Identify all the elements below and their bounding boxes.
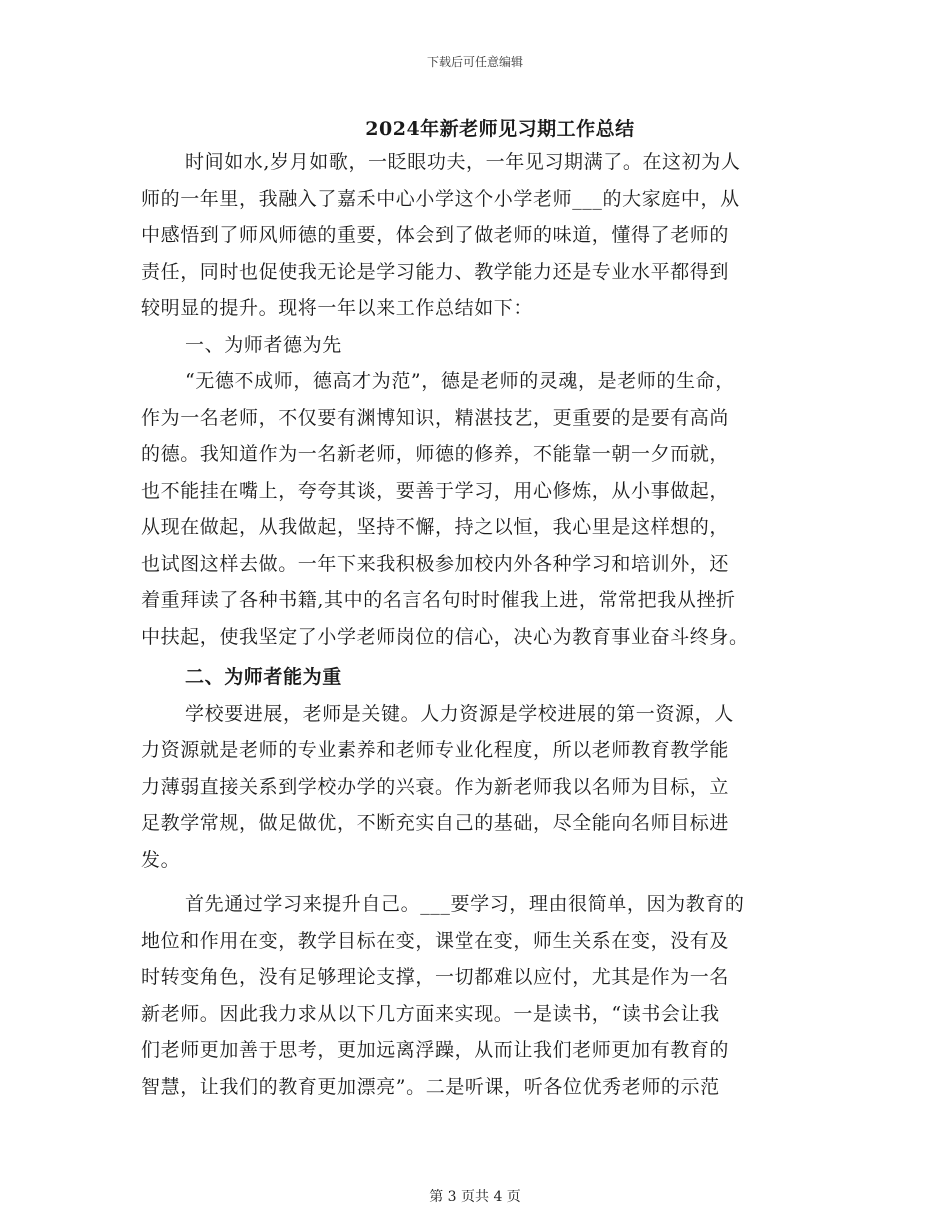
text-line: 着重拜读了各种书籍,其中的名言名句时时催我上进，常常把我从挫折	[141, 589, 736, 611]
text-line: “无德不成师，德高才为范”，德是老师的灵魂，是老师的生命，	[185, 370, 735, 392]
text-line: 中扶起，使我坚定了小学老师岗位的信心，决心为教育事业奋斗终身。	[141, 625, 749, 648]
section-heading-1	[141, 327, 806, 364]
section2a-paragraph	[141, 696, 806, 879]
text-line: 发。	[141, 848, 181, 871]
section1-paragraph	[141, 363, 806, 655]
text-line: 足教学常规，做足做优，不断充实自己的基础，尽全能向名师目标进	[141, 812, 730, 834]
text-line: 们老师更加善于思考，更加远离浮躁，从而让我们老师更加有教育的	[141, 1039, 730, 1061]
text-line: 力薄弱直接关系到学校办学的兴衰。作为新老师我以名师为目标，立	[141, 775, 730, 798]
heading-text: 一、为师者德为先	[185, 333, 342, 356]
text-line: 从现在做起，从我做起，坚持不懈，持之以恒，我心里是这样想的，	[141, 516, 730, 538]
page-footer: 第 3 页共 4 页	[429, 1189, 521, 1205]
text-line: 时转变角色，没有足够理论支撑，一切都难以应付，尤其是作为一名	[141, 966, 730, 988]
document-title: 2024年新老师见习期工作总结	[365, 118, 635, 140]
text-line: 作为一名老师，不仅要有渊博知识，精湛技艺，更重要的是要有高尚	[141, 406, 730, 429]
text-line: 较明显的提升。现将一年以来工作总结如下：	[141, 297, 534, 319]
intro-paragraph	[141, 144, 806, 327]
header-note: 下载后可任意编辑	[426, 55, 523, 69]
text-line: 智慧，让我们的教育更加漂亮”。二是听课，听各位优秀老师的示范	[141, 1075, 720, 1098]
text-line: 师的一年里，我融入了嘉禾中心小学这个小学老师___的大家庭中，从	[141, 187, 740, 210]
heading-text: 二、为师者能为重	[185, 666, 342, 688]
text-line: 地位和作用在变，教学目标在变，课堂在变，师生关系在变，没有及	[141, 929, 730, 952]
document-body	[141, 144, 806, 1105]
text-line: 责任，同时也促使我无论是学习能力、教学能力还是专业水平都得到	[141, 260, 730, 283]
text-line: 中感悟到了师风师德的重要，体会到了做老师的味道，懂得了老师的	[141, 224, 730, 246]
text-line: 力资源就是老师的专业素养和老师专业化程度，所以老师教育教学能	[141, 739, 730, 761]
text-line: 首先通过学习来提升自己。___要学习，理由很简单，因为教育的	[185, 893, 745, 915]
text-line: 新老师。因此我力求从以下几方面来实现。一是读书，“读书会让我	[141, 1002, 720, 1025]
text-line: 学校要进展，老师是关键。人力资源是学校进展的第一资源，人	[185, 702, 734, 725]
text-line: 时间如水,岁月如歌，一眨眼功夫，一年见习期满了。在这初为人	[185, 151, 741, 173]
text-line: 也不能挂在嘴上，夸夸其谈，要善于学习，用心修炼，从小事做起，	[141, 479, 730, 502]
section2b-paragraph	[141, 886, 806, 1105]
section-heading-2	[141, 659, 806, 696]
text-line: 也试图这样去做。一年下来我积极参加校内外各种学习和培训外，还	[141, 552, 730, 575]
text-line: 的德。我知道作为一名新老师，师德的修养，不能靠一朝一夕而就，	[141, 443, 730, 465]
